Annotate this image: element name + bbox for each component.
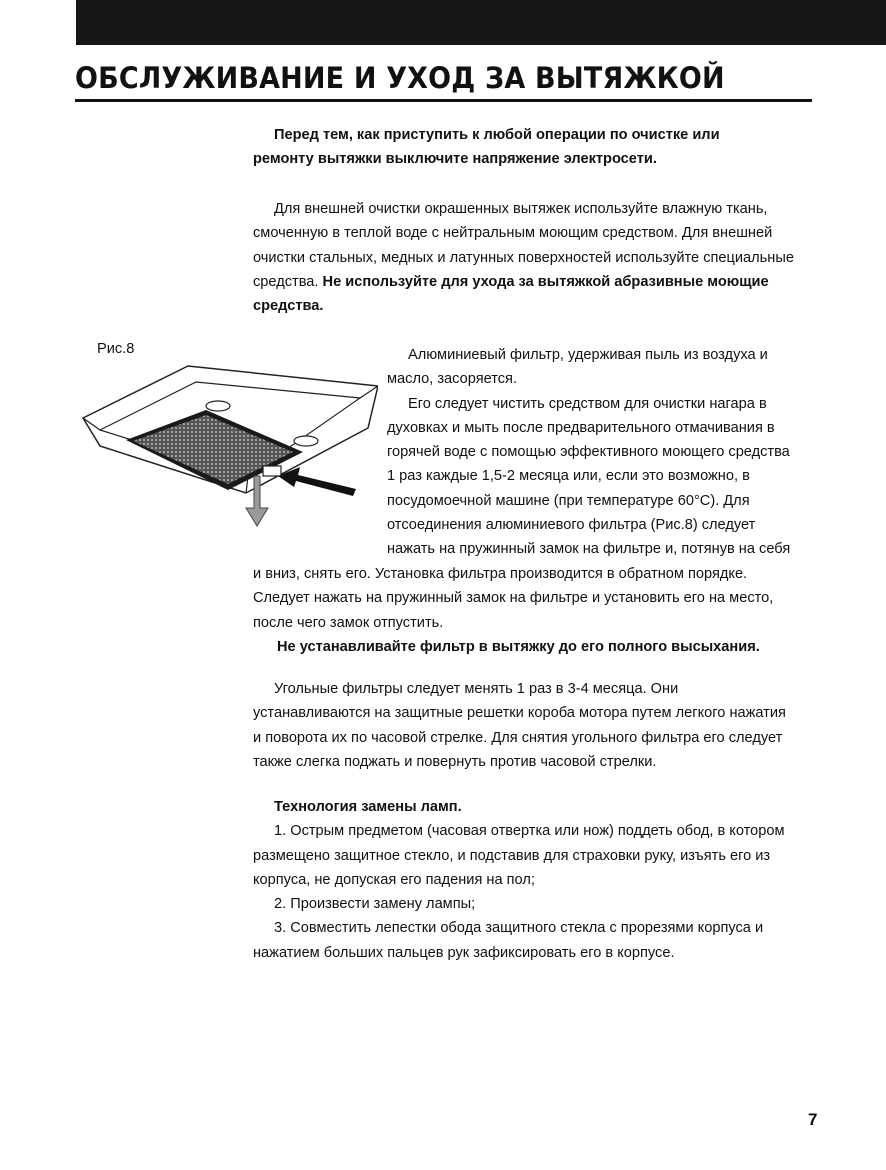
paragraph-line: очистки стальных, медных и латунных поверхностей используйте специальные <box>253 249 794 266</box>
header-bar <box>76 0 886 45</box>
step-line: 3. Совместить лепестки обода защитного стекла с прорезями корпуса и <box>274 920 764 937</box>
paragraph-line: Его следует чистить средством для очистки нагара в <box>408 395 767 412</box>
paragraph-line: масло, засоряется. <box>387 371 517 388</box>
paragraph-line: нажать на пружинный замок на фильтре и, потянув на себя <box>387 541 791 558</box>
paragraph-line: устанавливаются на защитные решетки короба мотора путем легкого нажатия <box>253 705 786 722</box>
intro-warning <box>253 123 720 172</box>
lamp-replacement-section <box>253 795 785 965</box>
paragraph-line <box>253 270 794 294</box>
paragraph-line: после чего замок отпустить. <box>253 614 444 631</box>
paragraph-line: духовках и мыть после предварительного отмачивания в <box>387 419 775 436</box>
paragraph-line: посудомоечной машине (при температуре 60°С). Для <box>387 492 750 509</box>
paragraph-line: Для внешней очистки окрашенных вытяжек используйте влажную ткань, <box>274 201 768 217</box>
hood-filter-illustration <box>78 358 378 533</box>
paragraph-line: смоченную в теплой воде с нейтральным моющим средством. Для внешней <box>253 225 773 242</box>
step-line: размещено защитное стекло, и подставив для страховки руку, изъять его из <box>253 847 771 864</box>
paragraph-line: 1 раз каждые 1,5-2 месяца или, если это возможно, в <box>387 468 750 485</box>
paragraph-line: Следует нажать на пружинный замок на фильтре и установить его на место, <box>253 590 774 607</box>
figure-label: Рис.8 <box>97 341 135 357</box>
step-line: корпуса, не допуская его падения на пол; <box>253 871 535 888</box>
paragraph-line: также слегка поджать и повернуть против часовой стрелки. <box>253 753 657 770</box>
step-line: 1. Острым предметом (часовая отвертка или нож) поддеть обод, в котором <box>274 823 785 840</box>
intro-warning-line: Перед тем, как приступить к любой операции по очистке или <box>274 127 720 143</box>
paragraph-text: средства. <box>253 273 323 290</box>
page-number: 7 <box>808 1110 818 1129</box>
paragraph-line: Угольные фильтры следует менять 1 раз в 3-4 месяца. Они <box>274 681 679 697</box>
aluminium-filter-continuation <box>253 562 773 659</box>
abrasive-warning: Не используйте для ухода за вытяжкой абразивные моющие <box>322 273 769 290</box>
step-line: 2. Произвести замену лампы; <box>274 896 476 913</box>
paragraph-line: и поворота их по часовой стрелке. Для снятия угольного фильтра его следует <box>253 729 783 746</box>
intro-warning-line: ремонту вытяжки выключите напряжение электросети. <box>253 151 657 168</box>
paragraph-line: и вниз, снять его. Установка фильтра производится в обратном порядке. <box>253 566 748 582</box>
title-underline <box>75 99 812 102</box>
paragraph-line: отсоединения алюминиевого фильтра (Рис.8) следует <box>387 517 756 534</box>
paragraph-line: Алюминиевый фильтр, удерживая пыль из воздуха и <box>408 347 768 363</box>
push-arrow-icon <box>278 467 356 496</box>
section-heading: Технология замены ламп. <box>274 799 462 815</box>
aluminium-filter-paragraph <box>387 343 790 562</box>
exterior-cleaning-paragraph <box>253 197 794 318</box>
abrasive-warning-end: средства. <box>253 298 324 315</box>
step-line: нажатием больших пальцев рук зафиксировать его в корпусе. <box>253 944 675 961</box>
carbon-filter-paragraph <box>253 677 786 774</box>
page-title: ОБСЛУЖИВАНИЕ И УХОД ЗА ВЫТЯЖКОЙ <box>75 61 725 95</box>
filter-latch <box>263 466 281 476</box>
paragraph-line: горячей воде с помощью эффективного моющего средства <box>387 444 790 461</box>
drying-warning: Не устанавливайте фильтр в вытяжку до его полного высыхания. <box>277 638 760 655</box>
